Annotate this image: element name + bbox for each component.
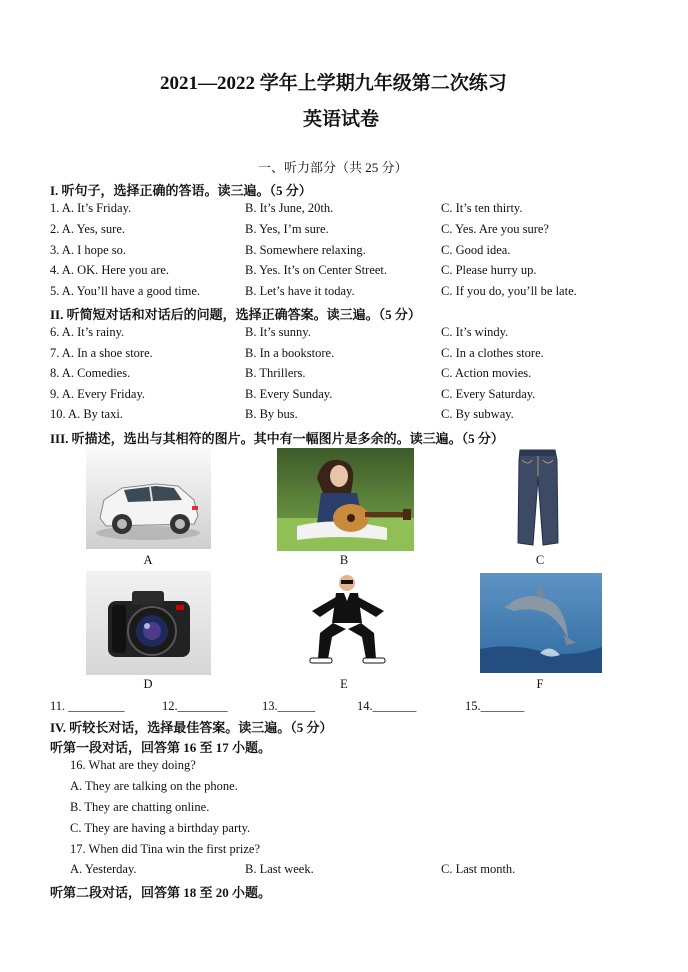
part2-q1-option-a[interactable]: 6. A. It’s rainy. [50,325,125,339]
part2-q3-option-c[interactable]: C. Action movies. [441,366,532,381]
part1-q5-option-a[interactable]: 5. A. You’ll have a good time. [50,284,200,299]
q16-option-a[interactable]: A. They are talking on the phone. [70,779,238,793]
part1-q5-option-b[interactable]: B. Let’s have it today. [245,284,355,299]
part2-q2-option-b[interactable]: B. In a bookstore. [245,345,335,360]
caption-b: B [339,553,349,567]
part2-q4-option-c[interactable]: C. Every Saturday. [441,386,536,401]
q16-option-c[interactable]: C. They are having a birthday party. [70,821,251,835]
part2-q4-option-b[interactable]: B. Every Sunday. [245,386,333,401]
part1-q2-option-a[interactable]: 2. A. Yes, sure. [50,221,126,236]
part1-q3-option-a[interactable]: 3. A. I hope so. [50,242,127,257]
blank-15[interactable]: 15._______ [465,699,525,713]
caption-d: D [143,677,153,691]
blank-13[interactable]: 13.______ [262,699,316,713]
part2-q5-option-c[interactable]: C. By subway. [441,407,514,422]
part2-q5-option-a[interactable]: 10. A. By taxi. [50,407,123,422]
part2-q5-option-b[interactable]: B. By bus. [245,407,298,422]
part2-heading: II. 听简短对话和对话后的问题，选择正确答案。读三遍。（5 分） [50,307,421,322]
car-image [86,448,211,549]
jeans-image [510,448,565,548]
part2-q3-option-a[interactable]: 8. A. Comedies. [50,366,131,381]
part4-intro1: 听第一段对话，回答第 16 至 17 小题。 [50,740,272,755]
blank-12[interactable]: 12.________ [162,699,228,713]
part2-q1-option-c[interactable]: C. It’s windy. [441,325,509,339]
part2-q2-option-a[interactable]: 7. A. In a shoe store. [50,345,153,360]
section-title: 一、听力部分（共 25 分） [258,160,408,175]
part1-q5-option-c[interactable]: C. If you do, you’ll be late. [441,284,577,299]
part3-heading: III. 听描述，选出与其相符的图片。其中有一幅图片是多余的。读三遍。（5 分） [50,431,504,446]
caption-c: C [535,553,545,567]
q17-option-c[interactable]: C. Last month. [441,862,516,876]
guitar-girl-image [277,448,414,551]
part2-q3-option-b[interactable]: B. Thrillers. [245,366,306,381]
exam-title: 2021—2022 学年上学期九年级第二次练习 [160,73,507,94]
blank-14[interactable]: 14._______ [357,699,417,713]
camera-image [86,571,211,675]
caption-f: F [536,677,544,691]
part1-q1-option-c[interactable]: C. It’s ten thirty. [441,201,523,215]
part1-q4-option-a[interactable]: 4. A. OK. Here you are. [50,263,170,278]
part1-q1-option-a[interactable]: 1. A. It’s Friday. [50,201,132,215]
part1-q4-option-b[interactable]: B. Yes. It’s on Center Street. [245,263,388,278]
question-16: 16. What are they doing? [70,758,196,772]
part1-q3-option-b[interactable]: B. Somewhere relaxing. [245,242,366,257]
q17-option-a[interactable]: A. Yesterday. [70,862,137,876]
part1-q1-option-b[interactable]: B. It’s June, 20th. [245,201,334,215]
part1-q3-option-c[interactable]: C. Good idea. [441,242,511,257]
caption-a: A [143,553,153,567]
part1-q2-option-c[interactable]: C. Yes. Are you sure? [441,221,549,236]
part1-q2-option-b[interactable]: B. Yes, I’m sure. [245,221,329,236]
q17-option-b[interactable]: B. Last week. [245,862,314,876]
dancer-image [300,571,395,671]
caption-e: E [340,677,348,691]
exam-subtitle: 英语试卷 [303,109,380,130]
part2-q2-option-c[interactable]: C. In a clothes store. [441,345,544,360]
part2-q4-option-a[interactable]: 9. A. Every Friday. [50,386,146,401]
blank-11[interactable]: 11. _________ [50,699,125,713]
question-17: 17. When did Tina win the first prize? [70,842,261,856]
part4-heading: IV. 听较长对话，选择最佳答案。读三遍。（5 分） [50,720,333,735]
q16-option-b[interactable]: B. They are chatting online. [70,800,210,814]
part2-q1-option-b[interactable]: B. It’s sunny. [245,325,311,339]
part4-intro2: 听第二段对话，回答第 18 至 20 小题。 [50,885,272,900]
part1-heading: I. 听句子，选择正确的答语。读三遍。（5 分） [50,183,312,198]
dolphin-image [480,573,602,673]
part1-q4-option-c[interactable]: C. Please hurry up. [441,263,537,278]
